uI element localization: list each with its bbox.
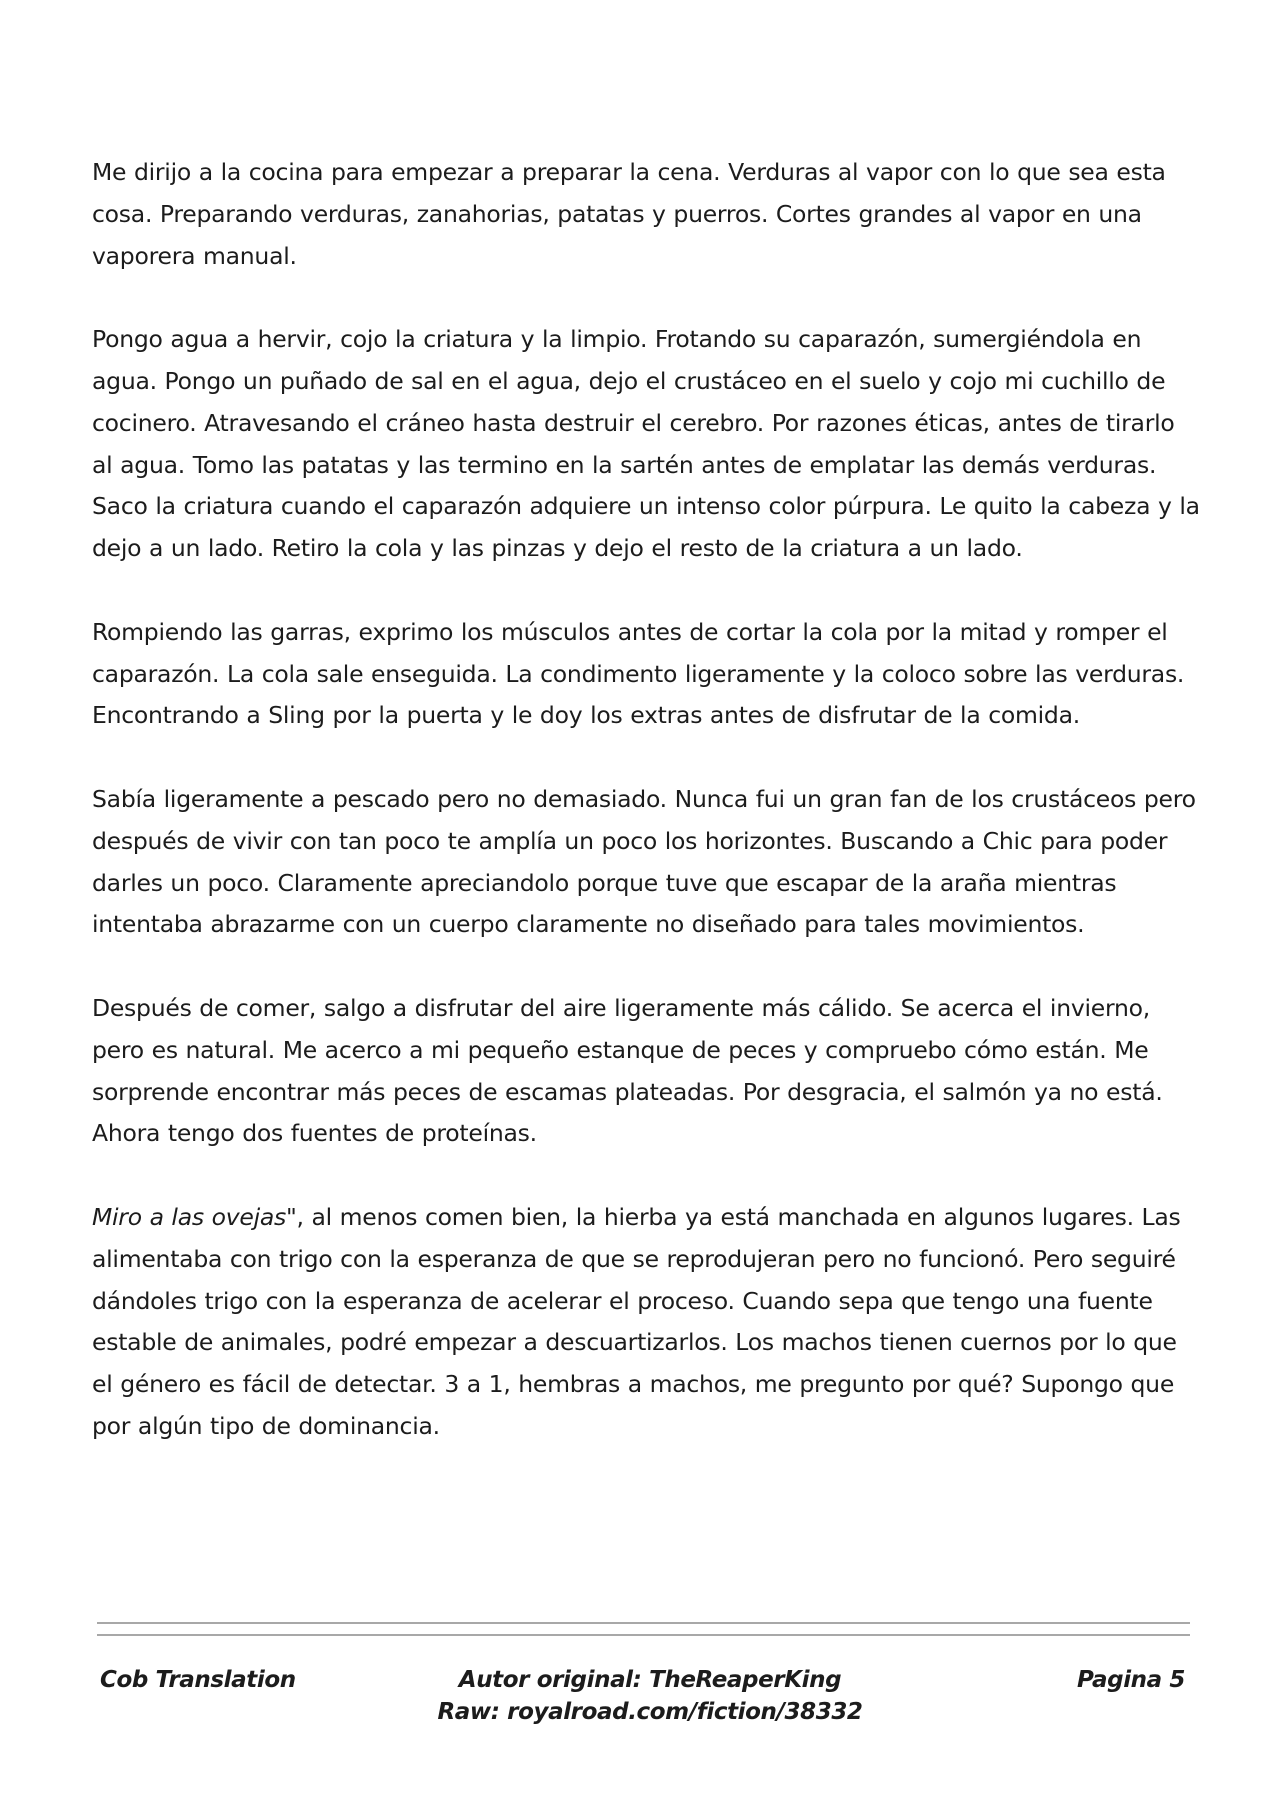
footer-translator: Cob Translation [100,1667,296,1693]
paragraph-6-italic-lead: Miro a las ovejas [92,1202,286,1231]
paragraph-1: Me dirijo a la cocina para empezar a preparar la cena. Verduras al vapor con lo que sea esta cosa. Preparando verduras, zanahorias, patatas y puerros. Cortes grandes al vapor en una vaporera manual. [92,158,1166,270]
footer-credits [380,1664,920,1728]
footer-page-number: Pagina 5 [1077,1667,1185,1693]
document-body [92,152,1200,1448]
paragraph-5: Después de comer, salgo a disfrutar del aire ligeramente más cálido. Se acerca el invierno, pero es natural. Me acerco a mi pequeño estanque de peces y compruebo cómo están. Me sorprende encontrar más peces de escamas plateadas. Por desgracia, el salmón ya no está. Ahora tengo dos fuentes de proteínas. [92,993,1163,1148]
paragraph-3: Rompiendo las garras, exprimo los músculos antes de cortar la cola por la mitad y romper el caparazón. La cola sale enseguida. La condimento ligeramente y la coloco sobre las verduras. Encontrando a Sling por la puerta y le doy los extras antes de disfrutar de la comida. [92,617,1185,730]
paragraph-6 [92,1197,1200,1448]
paragraph-4: Sabía ligeramente a pescado pero no demasiado. Nunca fui un gran fan de los crustáceos pero después de vivir con tan poco te amplía un poco los horizontes. Buscando a Chic para poder darles un poco. Claramente apreciandolo porque tuve que escapar de la araña mientras intentaba abrazarme con un cuerpo claramente no diseñado para tales movimientos. [92,784,1196,939]
footer-author: Autor original: TheReaperKing [458,1667,842,1693]
footer-raw-source: Raw: royalroad.com/fiction/38332 [437,1699,863,1725]
paragraph-6-text: ", al menos comen bien, la hierba ya está manchada en algunos lugares. Las alimentaba con trigo con la esperanza de que se reprodujeran pero no funcionó. Pero seguiré dándoles trigo con la esperanza de acelerar el proceso. Cuando sepa que tengo una fuente estable de animales, podré empezar a descuartizarlos. Los machos tienen cuernos por lo que el género es fácil de detectar. 3 a 1, hembras a machos, me pregunto por qué? Supongo que por algún tipo de dominancia. [92,1202,1181,1440]
footer-divider-top [97,1622,1190,1624]
footer-divider-bottom [97,1634,1190,1636]
paragraph-2: Pongo agua a hervir, cojo la criatura y la limpio. Frotando su caparazón, sumergiéndola en agua. Pongo un puñado de sal en el agua, dejo el crustáceo en el suelo y cojo mi cuchillo de cocinero. Atravesando el cráneo hasta destruir el cerebro. Por razones éticas, antes de tirarlo al agua. Tomo las patatas y las termino en la sartén antes de emplatar las demás verduras. Saco la criatura cuando el caparazón adquiere un intenso color púrpura. Le quito la cabeza y la dejo a un lado. Retiro la cola y las pinzas y dejo el resto de la criatura a un lado. [92,325,1200,563]
